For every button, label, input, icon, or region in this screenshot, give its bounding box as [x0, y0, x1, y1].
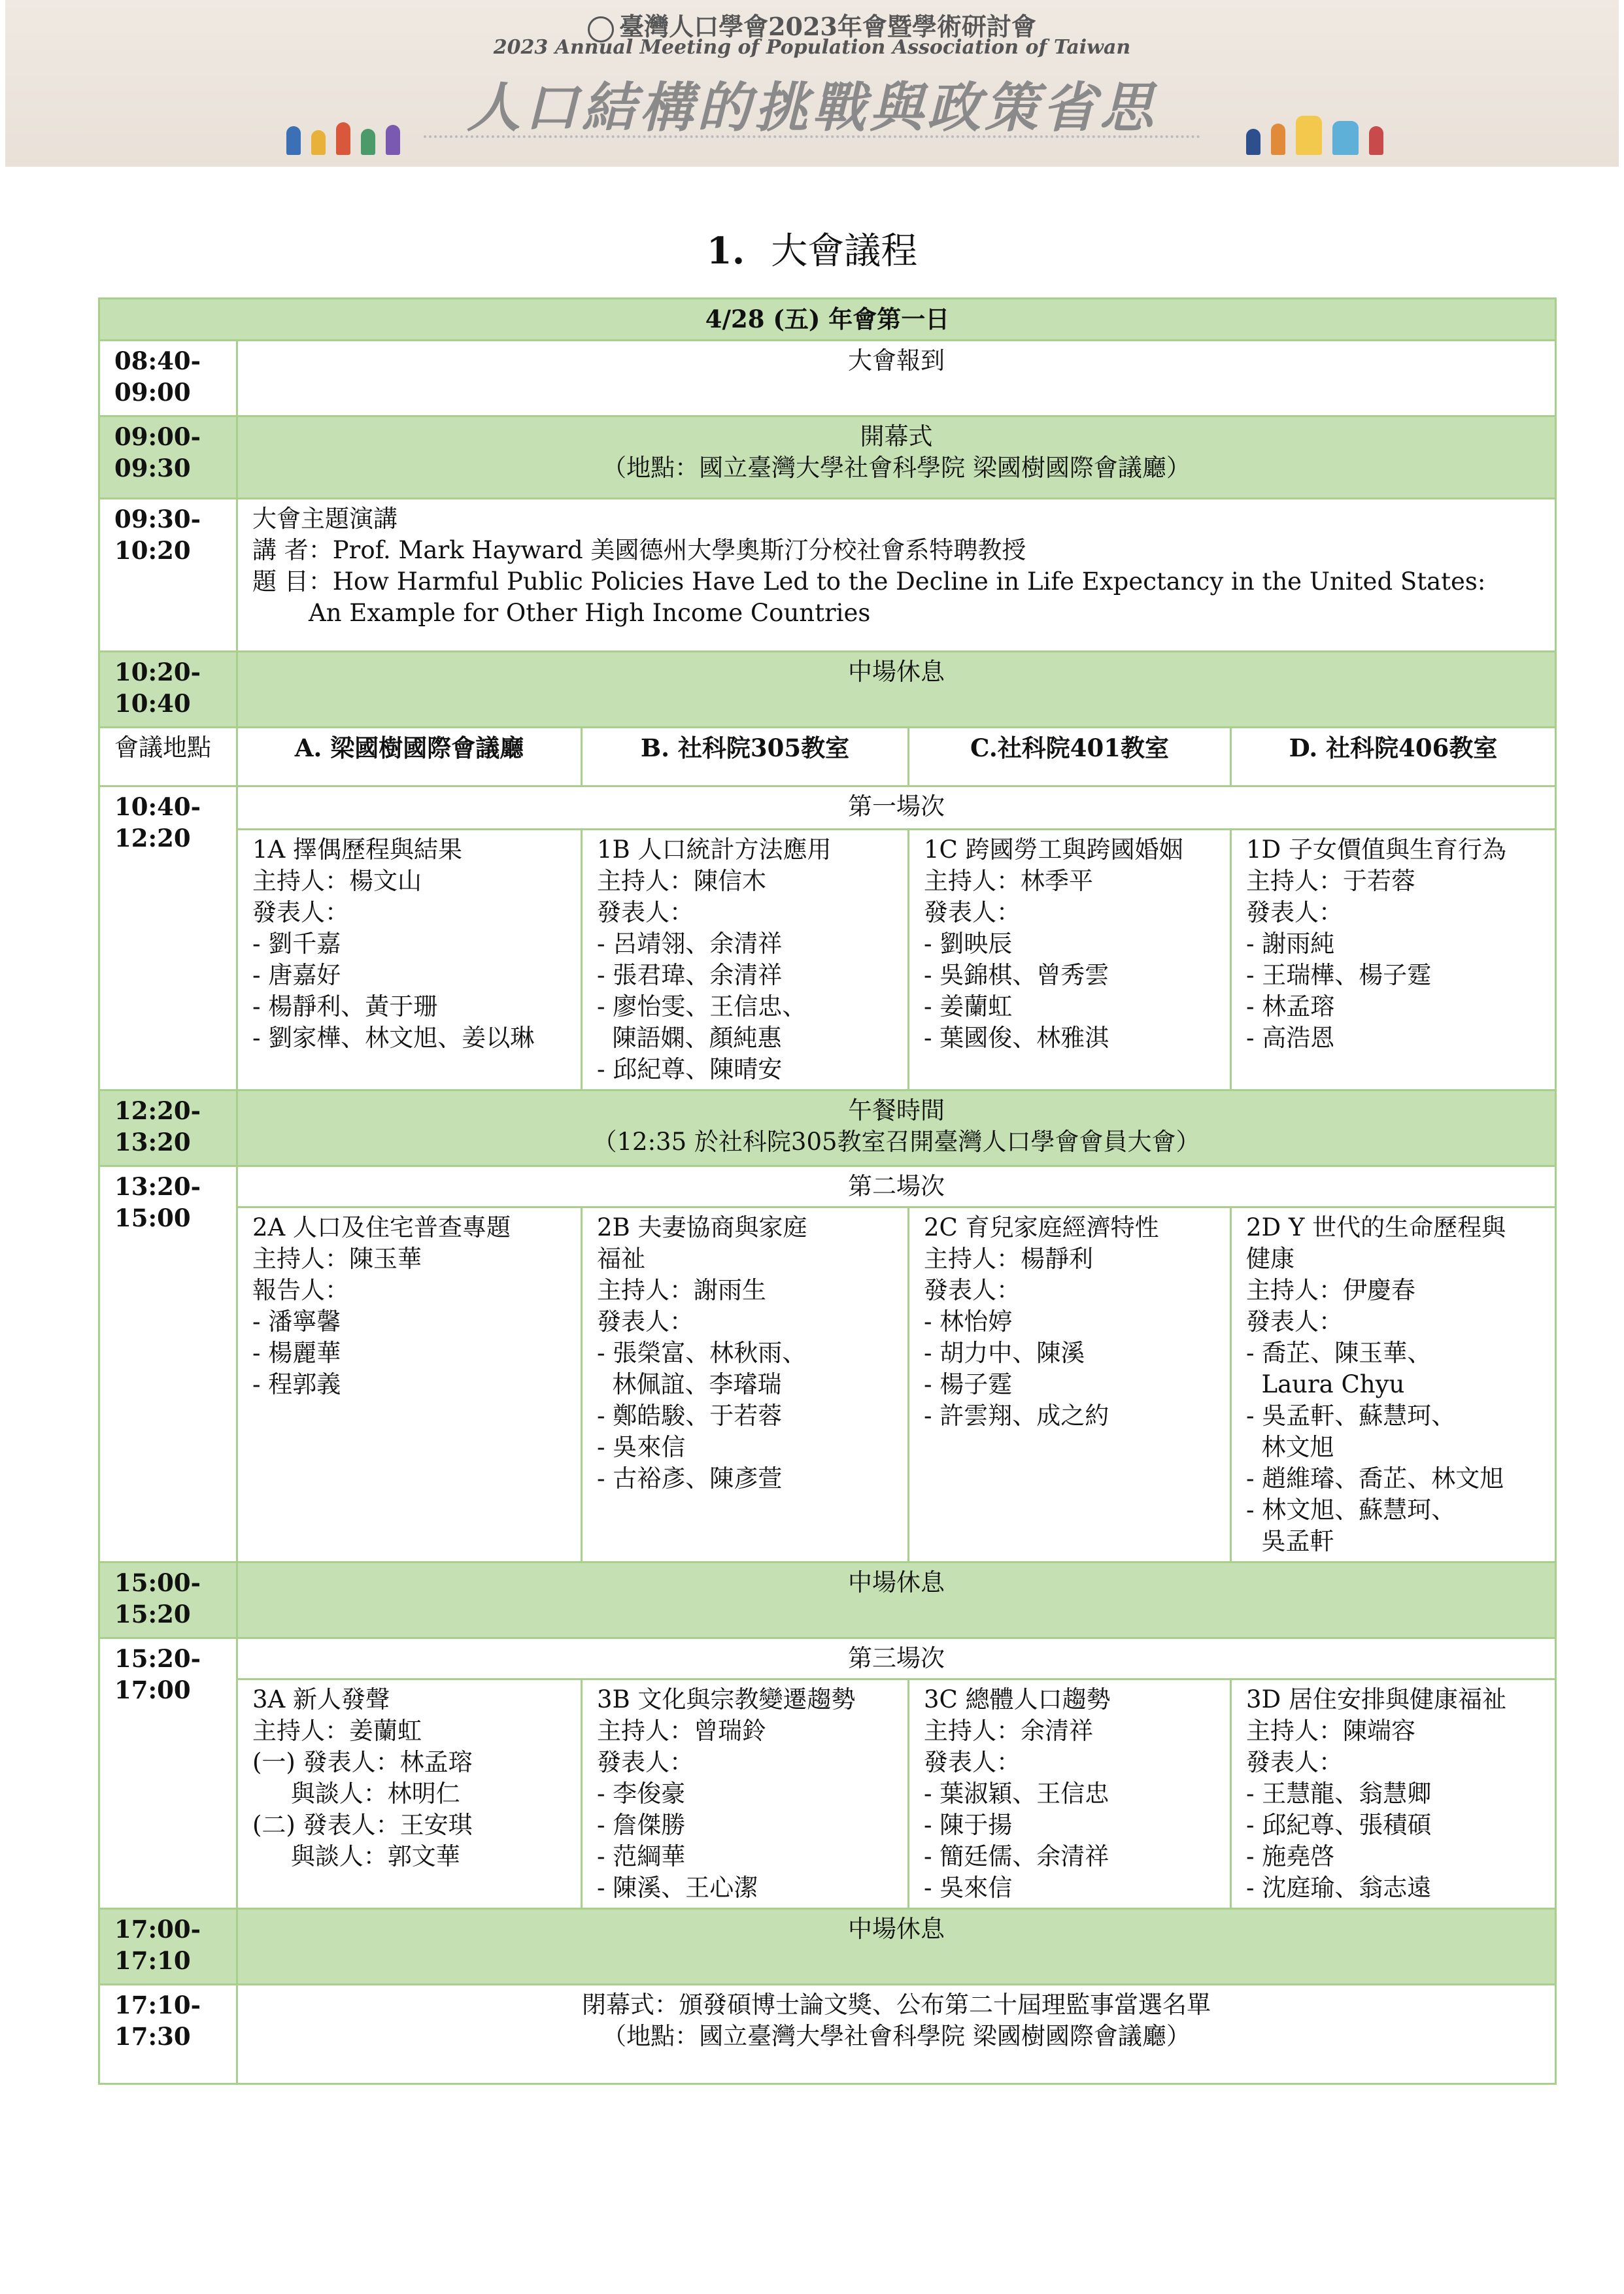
time-cell: 08:40- 09:00	[99, 341, 237, 416]
table-row	[99, 652, 1556, 728]
table-row	[99, 1909, 1556, 1985]
venue-c: C.社科院401教室	[909, 728, 1231, 786]
registration: 大會報到	[237, 341, 1556, 416]
header-banner	[5, 0, 1619, 167]
time-cell: 15:20- 17:00	[99, 1638, 237, 1909]
session-3d: 3D 居住安排與健康福祉 主持人：陳端容 發表人： - 王慧龍、翁慧卿 - 邱紀尊、張積碩 - 施堯啓 - 沈庭瑜、翁志遠	[1231, 1679, 1556, 1909]
banner-line1: 臺灣人口學會2023年會暨學術研討會	[5, 7, 1619, 42]
day-header-row	[99, 299, 1556, 341]
time-cell: 17:00- 17:10	[99, 1909, 237, 1985]
session-3c: 3C 總體人口趨勢 主持人：余清祥 發表人： - 葉淑穎、王信忠 - 陳于揚 - 簡廷儒、余清祥 - 吳來信	[909, 1679, 1231, 1909]
time-cell: 10:40- 12:20	[99, 786, 237, 1090]
banner-line2: 2023 Annual Meeting of Population Association of Taiwan	[493, 36, 1131, 59]
break: 中場休息	[237, 1909, 1556, 1985]
time-cell: 09:00- 09:30	[99, 416, 237, 499]
time-cell: 17:10- 17:30	[99, 1985, 237, 2084]
table-row	[99, 1638, 1556, 1679]
table-row	[99, 499, 1556, 652]
closing-ceremony: 閉幕式：頒發碩博士論文獎、公布第二十屆理監事當選名單 （地點：國立臺灣大學社會科學院 梁國樹國際會議廳）	[237, 1985, 1556, 2084]
venue-a: A. 梁國樹國際會議廳	[237, 728, 582, 786]
venue-b: B. 社科院305教室	[582, 728, 909, 786]
page-title: 1. 大會議程	[706, 229, 918, 273]
session-3b: 3B 文化與宗教變遷趨勢 主持人：曾瑞鈴 發表人： - 李俊豪 - 詹傑勝 - 范綱華 - 陳溪、王心潔	[582, 1679, 909, 1909]
session-2b: 2B 夫妻協商與家庭 福祉 主持人：謝雨生 發表人： - 張榮富、林秋雨、 林佩誼、李璿瑞 - 鄭皓駿、于若蓉 - 吳來信 - 古裕彥、陳彥萱	[582, 1207, 909, 1562]
opening-ceremony: 開幕式 （地點：國立臺灣大學社會科學院 梁國樹國際會議廳）	[237, 416, 1556, 499]
time-cell: 10:20- 10:40	[99, 652, 237, 728]
session-2c: 2C 育兒家庭經濟特性 主持人：楊靜利 發表人： - 林怡婷 - 胡力中、陳溪 - 楊子霆 - 許雲翔、成之約	[909, 1207, 1231, 1562]
time-cell: 09:30- 10:20	[99, 499, 237, 652]
table-row	[99, 1985, 1556, 2084]
break: 中場休息	[237, 1562, 1556, 1638]
lunch: 午餐時間 （12:35 於社科院305教室召開臺灣人口學會會員大會）	[237, 1090, 1556, 1166]
time-cell: 12:20- 13:20	[99, 1090, 237, 1166]
table-row	[99, 1166, 1556, 1207]
break: 中場休息	[237, 652, 1556, 728]
session-title: 第一場次	[237, 786, 1556, 830]
table-row	[99, 1562, 1556, 1638]
people-illustration-left-icon	[286, 122, 400, 155]
people-illustration-right-icon	[1246, 116, 1383, 155]
venue-label: 會議地點	[99, 728, 237, 786]
session-2d: 2D Y 世代的生命歷程與 健康 主持人：伊慶春 發表人： - 喬芷、陳玉華、 Laura Chyu - 吳孟軒、蘇慧珂、 林文旭 - 趙維璿、喬芷、林文旭 - 林文旭、蘇慧珂、 吳孟軒	[1231, 1207, 1556, 1562]
keynote: 大會主題演講 講 者：Prof. Mark Hayward 美國德州大學奧斯汀分校社會系特聘教授 題 目：How Harmful Public Policies Have Led to the Decline in Life Expectancy in the United States: An Example for Other High Income Countries	[237, 499, 1556, 652]
session-1d: 1D 子女價值與生育行為 主持人：于若蓉 發表人： - 謝雨純 - 王瑞樺、楊子霆 - 林孟瑢 - 高浩恩	[1231, 830, 1556, 1090]
time-cell: 13:20- 15:00	[99, 1166, 237, 1562]
session-1b: 1B 人口統計方法應用 主持人：陳信木 發表人： - 呂靖翎、余清祥 - 張君瑋、余清祥 - 廖怡雯、王信忠、 陳語嫻、顏純惠 - 邱紀尊、陳晴安	[582, 830, 909, 1090]
session-1a: 1A 擇偶歷程與結果 主持人：楊文山 發表人： - 劉千嘉 - 唐嘉好 - 楊靜利、黃于珊 - 劉家樺、林文旭、姜以琳	[237, 830, 582, 1090]
session-title: 第二場次	[237, 1166, 1556, 1207]
session-1c: 1C 跨國勞工與跨國婚姻 主持人：林季平 發表人： - 劉映辰 - 吳錦棋、曾秀雲 - 姜蘭虹 - 葉國俊、林雅淇	[909, 830, 1231, 1090]
session-row	[99, 1207, 1556, 1562]
table-row	[99, 341, 1556, 416]
session-title: 第三場次	[237, 1638, 1556, 1679]
time-cell: 15:00- 15:20	[99, 1562, 237, 1638]
venue-d: D. 社科院406教室	[1231, 728, 1556, 786]
session-3a: 3A 新人發聲 主持人：姜蘭虹 (一) 發表人：林孟瑢 與談人：林明仁 (二) 發表人：王安琪 與談人：郭文華	[237, 1679, 582, 1909]
session-2a: 2A 人口及住宅普查專題 主持人：陳玉華 報告人： - 潘寧馨 - 楊麗華 - 程郭義	[237, 1207, 582, 1562]
banner-dotted-line	[424, 135, 1200, 154]
agenda-table	[98, 297, 1557, 2085]
table-row	[99, 1090, 1556, 1166]
session-row	[99, 1679, 1556, 1909]
table-row	[99, 786, 1556, 830]
banner-title: 人口結構的挑戰與政策省思	[467, 77, 1157, 139]
day-header: 4/28 (五) 年會第一日	[99, 299, 1556, 341]
venue-row	[99, 728, 1556, 786]
table-row	[99, 416, 1556, 499]
session-row	[99, 830, 1556, 1090]
